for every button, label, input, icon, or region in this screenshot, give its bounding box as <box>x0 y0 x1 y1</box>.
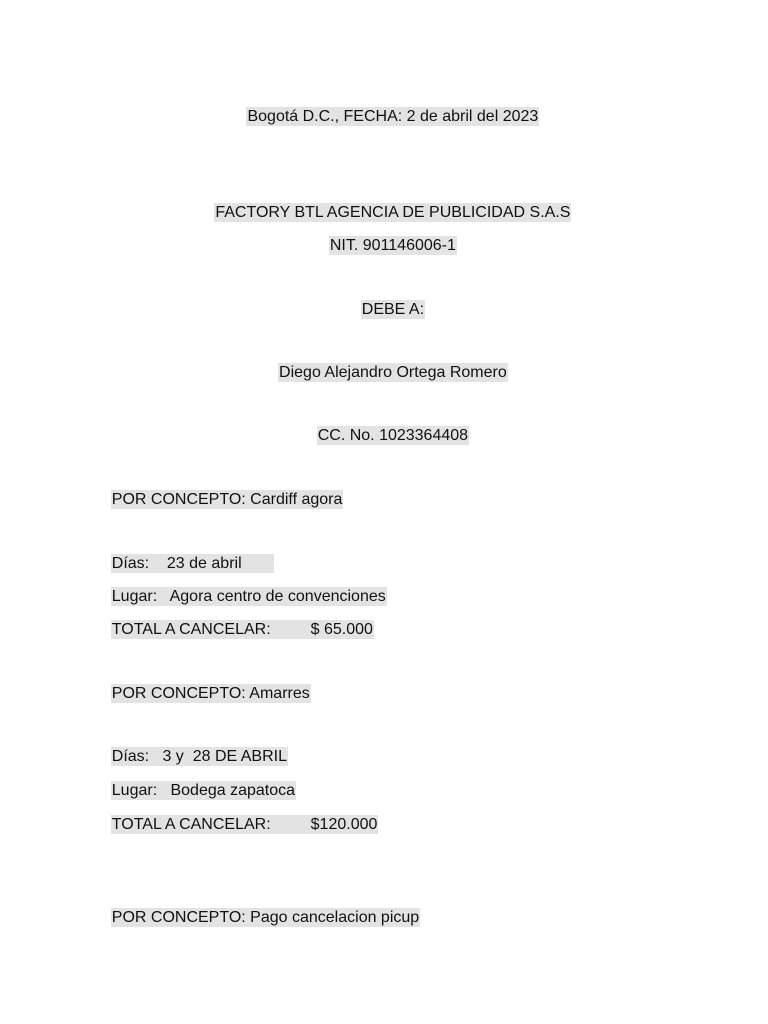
item-1-concepto-row <box>93 471 343 528</box>
item-3-concepto-row <box>93 889 420 946</box>
item-total: TOTAL A CANCELAR: $ 65.000 <box>111 621 373 638</box>
creditor-cc-row <box>0 407 768 464</box>
date-line: Bogotá D.C., FECHA: 2 de abril del 2023 <box>247 108 539 125</box>
item-concepto: POR CONCEPTO: Amarres <box>111 685 310 702</box>
item-lugar: Lugar: Agora centro de convenciones <box>111 588 386 605</box>
item-total: TOTAL A CANCELAR: $120.000 <box>111 816 378 833</box>
creditor-cc: CC. No. 1023364408 <box>317 427 469 444</box>
item-2-concepto-row <box>93 665 311 722</box>
debe-a-heading: DEBE A: <box>361 301 425 318</box>
item-concepto: POR CONCEPTO: Pago cancelacion picup <box>111 909 420 926</box>
company-nit-row <box>0 217 768 274</box>
item-concepto: POR CONCEPTO: Cardiff agora <box>111 491 343 508</box>
item-2-total-row <box>93 796 378 853</box>
debe-a-row <box>0 281 768 338</box>
company-name: FACTORY BTL AGENCIA DE PUBLICIDAD S.A.S <box>215 204 571 221</box>
item-dias: Días: 23 de abril <box>111 555 273 572</box>
creditor-name: Diego Alejandro Ortega Romero <box>279 364 507 381</box>
creditor-name-row <box>0 344 768 401</box>
company-nit: NIT. 901146006-1 <box>329 237 456 254</box>
date-line-row <box>0 88 768 145</box>
item-dias: Días: 3 y 28 DE ABRIL <box>111 748 287 765</box>
item-1-total-row <box>93 601 374 658</box>
item-lugar: Lugar: Bodega zapatoca <box>111 782 296 799</box>
